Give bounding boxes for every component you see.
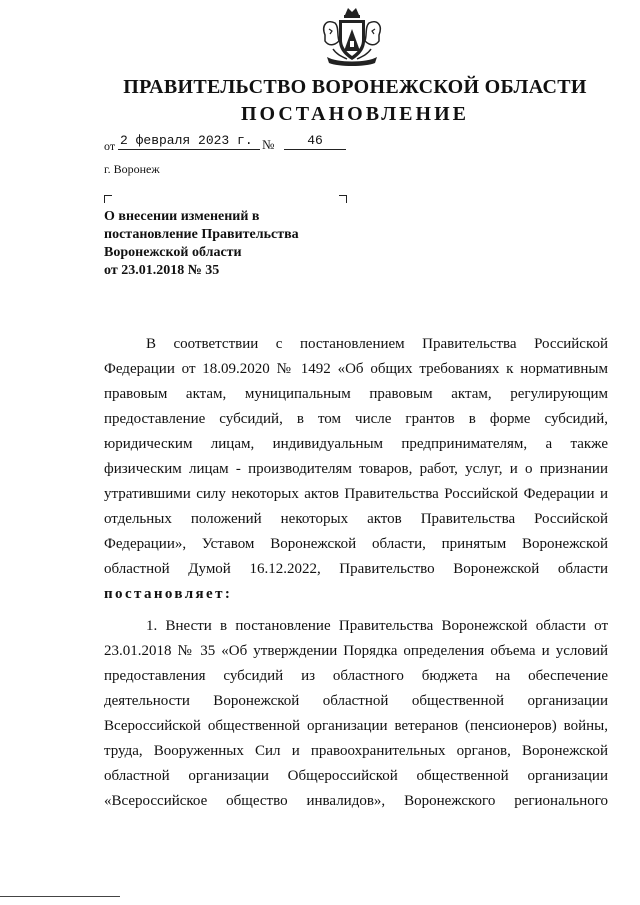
body-line: Всероссийской общественной организации ветеранов (пенсионеров) войны, [104, 718, 608, 734]
body-line: Федерации от 18.09.2020 № 1492 «Об общих требованиях к нормативным [104, 361, 608, 377]
body-line: областной Думой 16.12.2022, Правительство Воронежской области [104, 561, 608, 577]
resolution-word: постановляет: [104, 586, 233, 602]
body-line: предоставления субсидий из областного бюджета на обеспечение [104, 668, 608, 684]
subject-line: О внесении изменений в [104, 209, 260, 224]
footer-rule [0, 896, 120, 897]
body-line: областной организации Общероссийской общественной организации [104, 768, 608, 784]
body-line: В соответствии с постановлением Правительства Российской [146, 336, 608, 352]
document-type-title: ПОСТАНОВЛЕНИЕ [241, 103, 469, 125]
body-line: физическим лицам - производителям товаров, работ, услуг, и о признании [104, 461, 608, 477]
document-subject [104, 208, 364, 280]
document-date: 2 февраля 2023 г. [118, 133, 260, 150]
document-number: 46 [284, 133, 346, 150]
coat-of-arms-emblem [317, 5, 387, 71]
city-label: г. Воронеж [104, 162, 160, 176]
body-line: Федерации», Уставом Воронежской области, принятым Воронежской [104, 536, 608, 552]
body-line: 23.01.2018 № 35 «Об утверждении Порядка определения объема и условий [104, 643, 608, 659]
bracket-corner-right [339, 195, 347, 203]
subject-line: постановление Правительства [104, 227, 299, 242]
body-line: труда, Вооруженных Сил и правоохранительных органов, Воронежской [104, 743, 608, 759]
body-line: правовым актам, муниципальным правовым актам, регулирующим [104, 386, 608, 402]
body-line: отдельных положений некоторых актов Правительства Российской [104, 511, 608, 527]
body-line: деятельности Воронежской областной общественной организации [104, 693, 608, 709]
body-line: 1. Внести в постановление Правительства Воронежской области от [146, 618, 608, 634]
body-line: утратившими силу некоторых актов Правительства Российской Федерации и [104, 486, 608, 502]
body-line: юридическим лицам, индивидуальным предпринимателям, а также [104, 436, 608, 452]
date-prefix: от [104, 139, 116, 153]
bracket-corner-left [104, 195, 112, 203]
subject-line: Воронежской области [104, 245, 242, 260]
government-title: ПРАВИТЕЛЬСТВО ВОРОНЕЖСКОЙ ОБЛАСТИ [123, 76, 587, 98]
number-sign: № [262, 137, 275, 152]
body-line: «Всероссийское общество инвалидов», Воронежского регионального [104, 793, 608, 809]
body-line: предоставление субсидий, в том числе грантов в форме субсидий, [104, 411, 608, 427]
document-date-number-row [104, 133, 354, 155]
subject-line: от 23.01.2018 № 35 [104, 263, 220, 278]
